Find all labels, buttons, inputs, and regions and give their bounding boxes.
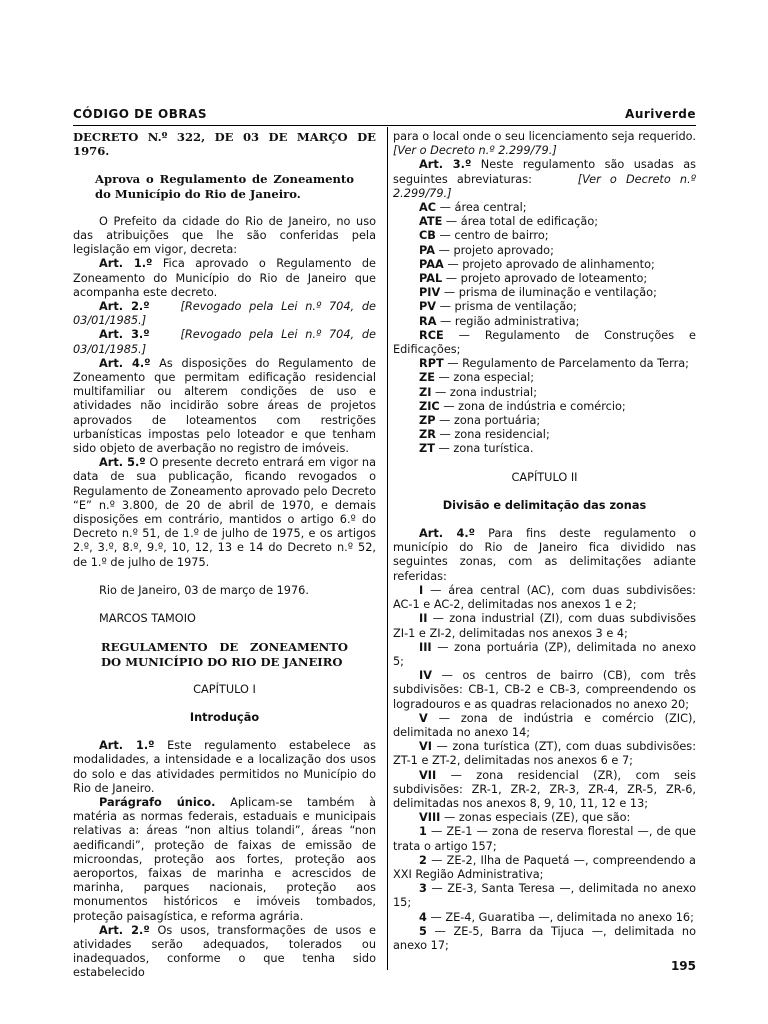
regulation-art-4: Art. 4.º Para fins deste regulamento o município do Rio de Janeiro fica dividido nas seguintes zonas, com as delimitações adiante referidas: — [393, 527, 696, 583]
zone-item: II — zona industrial (ZI), com duas subdivisões ZI-1 e ZI-2, delimitadas nos anexos 3 e 4; — [393, 612, 696, 640]
regulation-art-2: Art. 2.º Os usos, transformações de usos e atividades serão adequados, tolerados ou inadequados, conforme o que tenha sido estabelecido — [73, 923, 377, 980]
abbreviation-item: CB — centro de bairro; — [419, 229, 549, 243]
special-zone-item-label: 4 — [419, 910, 427, 924]
abbreviation-item: ZT — zona turística. — [419, 442, 534, 456]
zone-item-label: I — [419, 583, 424, 597]
abbreviation-item: ATE — área total de edificação; — [419, 215, 599, 229]
running-header — [73, 107, 696, 123]
chapter-1-title: Introdução — [189, 710, 260, 724]
paragraph-label: Parágrafo único. — [99, 795, 216, 809]
zone-item-label: II — [419, 612, 428, 626]
zone-item: I — área central (AC), com duas subdivisões: AC-1 e AC-2, delimitadas nos anexos 1 e 2; — [393, 583, 696, 612]
page-number: 195 — [670, 959, 696, 973]
abbreviation-item-label: RPT — [419, 357, 444, 371]
art-2-continuation: para o local onde o seu licenciamento seja requerido. [Ver o Decreto n.º 2.299/79.] — [393, 130, 696, 158]
special-zone-item-label: 3 — [419, 882, 427, 896]
zone-item: III — zona portuária (ZP), delimitada no anexo 5; — [393, 640, 696, 668]
zone-item: V — zona de indústria e comércio (ZIC), delimitada no anexo 14; — [393, 711, 696, 739]
header-book-title: CÓDIGO DE OBRAS — [73, 107, 208, 121]
chapter-2-title: Divisão e delimitação das zonas — [442, 498, 647, 512]
zone-item: VII — zona residencial (ZR), com seis subdivisões: ZR-1, ZR-2, ZR-3, ZR-4, ZR-5, ZR-6, delimitadas nos anexos 8, 9, 10, 11, 12 e 13; — [393, 768, 696, 810]
special-zone-item: 2 — ZE-2, Ilha de Paquetá —, compreendendo a XXI Região Administrativa; — [393, 853, 696, 881]
abbreviation-item: RPT — Regulamento de Parcelamento da Terra; — [419, 357, 689, 371]
abbreviation-item: RCE — Regulamento de Construções e Edificações; — [393, 328, 696, 357]
article-label: Art. 1.º — [99, 739, 155, 753]
special-zone-item: 4 — ZE-4, Guaratiba —, delimitada no anexo 16; — [419, 910, 694, 924]
header-publisher: Auriverde — [625, 107, 696, 121]
zone-list — [393, 584, 696, 825]
zone-item-label: III — [419, 640, 432, 654]
abbreviation-item: ZI — zona industrial; — [419, 385, 537, 399]
article-label: Art. 1.º — [99, 257, 153, 271]
decree-art-5: Art. 5.º O presente decreto entrará em vigor na data de sua publicação, ficando revogados o Regulamento de Zoneamento aprovado pelo Decreto “E” n.º 3.800, de 20 de abril de 1970, e demais disposições em contrário, mantidos o artigo 6.º do Decreto n.º 51, de 1.º de julho de 1975, e os artigos 2.º, 3.º, 8.º, 9.º, 10, 12, 13 e 14 do Decreto n.º 52, de 1.º de julho de 1975. — [73, 456, 377, 569]
chapter-1-heading: CAPÍTULO I — [193, 682, 256, 696]
abbreviation-item-label: ZT — [419, 442, 435, 456]
abbreviation-list — [393, 201, 696, 457]
abbreviation-item: PAA — projeto aprovado de alinhamento; — [419, 257, 655, 271]
decree-art-4: Art. 4.º As disposições do Regulamento de Zoneamento que permitam edificação residencial multifamiliar ou alterem condições de uso e atividades não incidirão sobre áreas de projetos aprovados de loteamentos com restrições urbanísticas impostas pelo loteador e que tenham sido objeto de averbação no registro de imóveis. — [73, 356, 376, 456]
zone-item-label: VII — [419, 768, 437, 782]
sole-paragraph: Parágrafo único. Aplicam-se também à matéria as normas federais, estaduais e municipais relativas a: áreas “non altius tolandi”, áreas “non aedificandi”, proteção de faixas de emissão de microondas, proteção aos fortes, proteção aos aeroportos, faixas de marinha e acrescidos de marinha, parques nacionais, proteção aos monumentos históricos e imóveis tombados, proteção paisagística, e reforma agrária. — [73, 795, 377, 923]
special-zone-list — [393, 825, 696, 953]
decree-art-2: Art. 2.º [Revogado pela Lei n.º 704, de 03/01/1985.] — [73, 300, 376, 328]
zone-item: VIII — zonas especiais (ZE), que são: — [419, 811, 631, 825]
regulation-art-3: Art. 3.º Neste regulamento são usadas as seguintes abreviaturas: [Ver o Decreto n.º 2.299/79.] — [393, 158, 696, 200]
article-label: Art. 3.º — [419, 158, 472, 172]
abbreviation-item-label: PA — [419, 243, 435, 257]
header-rule — [73, 125, 696, 126]
decree-title: DECRETO N.º 322, DE 03 DE MARÇO DE 1976. — [73, 130, 376, 159]
left-column — [73, 130, 376, 981]
special-zone-item-label: 2 — [419, 853, 427, 867]
zone-item: IV — os centros de bairro (CB), com três subdivisões: CB-1, CB-2 e CB-3, compreendendo os logradouros e as quadras relacionados no anexo 20; — [393, 669, 696, 711]
decree-summary: Aprova o Regulamento de Zoneamento do Município do Rio de Janeiro. — [95, 172, 354, 201]
article-label: Art. 5.º — [99, 456, 146, 470]
abbreviation-item: ZE — zona especial; — [419, 371, 535, 385]
place-date: Rio de Janeiro, 03 de março de 1976. — [99, 583, 309, 597]
special-zone-item-label: 5 — [419, 924, 427, 938]
article-label: Art. 3.º — [99, 328, 150, 342]
article-label: Art. 2.º — [99, 923, 150, 937]
abbreviation-item-label: ZIC — [419, 399, 440, 413]
abbreviation-item-label: PAL — [419, 272, 443, 286]
chapter-2-heading: CAPÍTULO II — [511, 470, 578, 484]
special-zone-item-label: 1 — [419, 825, 427, 839]
abbreviation-item: AC — área central; — [419, 201, 527, 215]
abbreviation-item: ZR — zona residencial; — [419, 428, 550, 442]
abbreviation-item-label: CB — [419, 229, 436, 243]
abbreviation-item: RA — região administrativa; — [419, 314, 580, 328]
decree-art-3: Art. 3.º [Revogado pela Lei n.º 704, de 03/01/1985.] — [73, 328, 376, 356]
decree-intro: O Prefeito da cidade do Rio de Janeiro, no uso das atribuições que lhe são conferidas pela legislação em vigor, decreta: — [73, 214, 376, 257]
abbreviation-item: ZIC — zona de indústria e comércio; — [419, 399, 626, 413]
abbreviation-item-label: ATE — [419, 215, 443, 229]
abbreviation-item: ZP — zona portuária; — [419, 414, 541, 428]
zone-item-label: IV — [419, 669, 432, 683]
article-label: Art. 4.º — [419, 527, 475, 541]
decree-art-1: Art. 1.º Fica aprovado o Regulamento de Zoneamento do Município do Rio de Janeiro que acompanha este decreto. — [73, 257, 376, 299]
abbreviation-item-label: RA — [419, 314, 437, 328]
regulation-art-1: Art. 1.º Este regulamento estabelece as modalidades, a intensidade e a localização dos usos do solo e das atividades permitidos no Município do Rio de Janeiro. — [73, 739, 376, 795]
abbreviation-item: PIV — prisma de iluminação e ventilação; — [419, 286, 657, 300]
article-label: Art. 2.º — [99, 300, 150, 314]
signature: MARCOS TAMOIO — [99, 612, 196, 626]
zone-item-label: V — [419, 711, 428, 725]
zone-item-label: VIII — [419, 811, 441, 825]
abbreviation-item-label: ZE — [419, 371, 435, 385]
zone-item-label: VI — [419, 740, 432, 754]
right-column — [393, 130, 696, 953]
abbreviation-item-label: ZI — [419, 385, 432, 399]
abbreviation-item: PA — projeto aprovado; — [419, 243, 554, 257]
abbreviation-item-label: PIV — [419, 286, 441, 300]
column-divider — [387, 127, 388, 970]
abbreviation-item-label: AC — [419, 201, 437, 215]
zone-item: VI — zona turística (ZT), com duas subdivisões: ZT-1 e ZT-2, delimitadas nos anexos 6 e 7; — [393, 740, 696, 768]
abbreviation-item-label: ZR — [419, 428, 436, 442]
abbreviation-item: PAL — projeto aprovado de loteamento; — [419, 272, 648, 286]
abbreviation-item-label: PAA — [419, 257, 444, 271]
special-zone-item: 5 — ZE-5, Barra da Tijuca —, delimitada no anexo 17; — [393, 924, 696, 952]
abbreviation-item: PV — prisma de ventilação; — [419, 300, 577, 314]
abbreviation-item-label: PV — [419, 300, 437, 314]
article-label: Art. 4.º — [99, 356, 151, 370]
abbreviation-item-label: ZP — [419, 414, 436, 428]
regulation-title: REGULAMENTO DE ZONEAMENTO DO MUNICÍPIO DO RIO DE JANEIRO — [101, 640, 348, 669]
special-zone-item: 1 — ZE-1 — zona de reserva florestal —, de que trata o artigo 157; — [393, 825, 696, 853]
abbreviation-item-label: RCE — [419, 328, 444, 342]
special-zone-item: 3 — ZE-3, Santa Teresa —, delimitada no anexo 15; — [393, 882, 696, 910]
